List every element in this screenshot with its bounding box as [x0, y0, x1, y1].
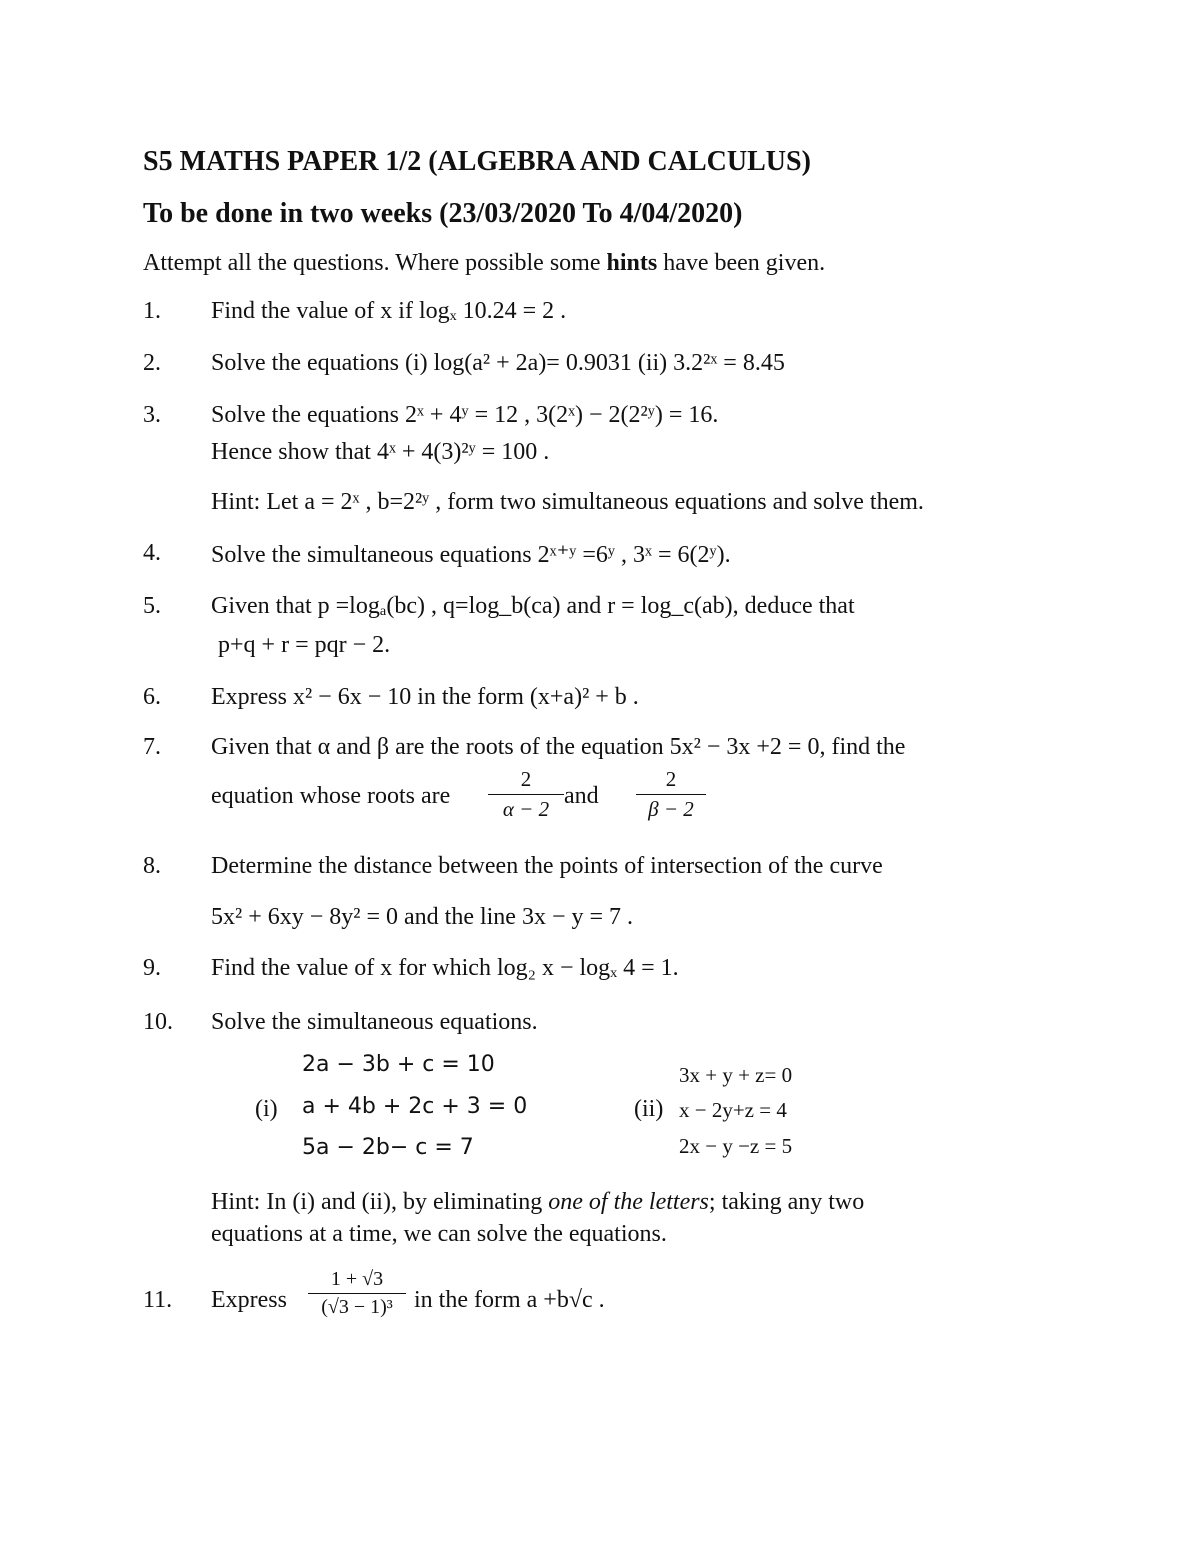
fraction-beta: $\frac{2}{\beta - 2}$	[636, 767, 706, 822]
question-number: 9.	[143, 955, 161, 981]
question-7-and: and	[564, 783, 599, 809]
question-10-text: Solve the simultaneous equations.	[211, 1009, 538, 1035]
question-4-text: Solve the simultaneous equations 2ˣ⁺ʸ =6ʸ , 3ˣ = 6(2ʸ).	[211, 542, 731, 568]
question-1-text: Find the value of x if logₓ 10.24 = 2 .	[211, 298, 567, 324]
question-11-tail: in the form a +b√c .	[414, 1287, 605, 1313]
question-number: 7.	[143, 734, 161, 760]
question-number: 11.	[143, 1287, 173, 1313]
question-2-text: Solve the equations (i) log(a² + 2a)= 0.9031 (ii) 3.2²ˣ = 8.45	[211, 350, 785, 376]
question-number: 2.	[143, 350, 161, 376]
question-7-text-2: equation whose roots are	[211, 783, 451, 809]
fraction-alpha: $\frac{2}{\alpha - 2}$	[488, 767, 564, 822]
instructions: Attempt all the questions. Where possible some hints have been given.	[143, 250, 826, 276]
question-number: 3.	[143, 402, 161, 428]
question-5-text: Given that p =logₐ(bc) , q=log_b(ca) and r = log_c(ab), deduce that	[211, 593, 855, 619]
question-number: 1.	[143, 298, 161, 324]
question-9-text: Find the value of x for which log₂ x − logₓ 4 = 1.	[211, 955, 679, 981]
system-2-eq-3: 2x − y −z = 5	[679, 1134, 793, 1158]
system-1-eq-2: a + 4b + 2c + 3 = 0	[302, 1094, 528, 1119]
question-number: 4.	[143, 540, 161, 566]
system-2-eq-2: x − 2y+z = 4	[679, 1098, 787, 1122]
system-2-label: (ii)	[634, 1096, 664, 1122]
system-1-eq-1: 2a − 3b + c = 10	[302, 1052, 495, 1077]
question-8-text: Determine the distance between the points of intersection of the curve	[211, 853, 883, 879]
question-number: 5.	[143, 593, 161, 619]
question-3-hint: Hint: Let a = 2ˣ , b=2²ʸ , form two simultaneous equations and solve them.	[211, 489, 924, 515]
question-3-text-2: Hence show that 4ˣ + 4(3)²ʸ = 100 .	[211, 439, 550, 465]
system-1-label: (i)	[255, 1096, 278, 1122]
question-3-text: Solve the equations 2ˣ + 4ʸ = 12 , 3(2ˣ) − 2(2²ʸ) = 16.	[211, 402, 719, 428]
page-subtitle: To be done in two weeks (23/03/2020 To 4/04/2020)	[143, 198, 743, 229]
question-number: 6.	[143, 684, 161, 710]
question-7-text: Given that α and β are the roots of the equation 5x² − 3x +2 = 0, find the	[211, 734, 906, 760]
question-5-text-2: p+q + r = pqr − 2.	[218, 632, 391, 658]
page-title: S5 MATHS PAPER 1/2 (ALGEBRA AND CALCULUS)	[143, 146, 811, 177]
fraction-root3: $\frac{1 + √3}{\text{(√3 − 1)³}}$	[308, 1268, 406, 1319]
question-10-hint: Hint: In (i) and (ii), by eliminating one of the letters; taking any two	[211, 1189, 865, 1215]
question-6-text: Express x² − 6x − 10 in the form (x+a)² + b .	[211, 684, 639, 710]
question-11-text: Express	[211, 1287, 287, 1313]
question-number: 8.	[143, 853, 161, 879]
question-number: 10.	[143, 1009, 173, 1035]
system-2-eq-1: 3x + y + z= 0	[679, 1063, 793, 1087]
system-1-eq-3: 5a − 2b− c = 7	[302, 1135, 474, 1160]
question-8-text-2: 5x² + 6xy − 8y² = 0 and the line 3x − y = 7 .	[211, 904, 634, 930]
question-10-hint-2: equations at a time, we can solve the equations.	[211, 1221, 667, 1247]
